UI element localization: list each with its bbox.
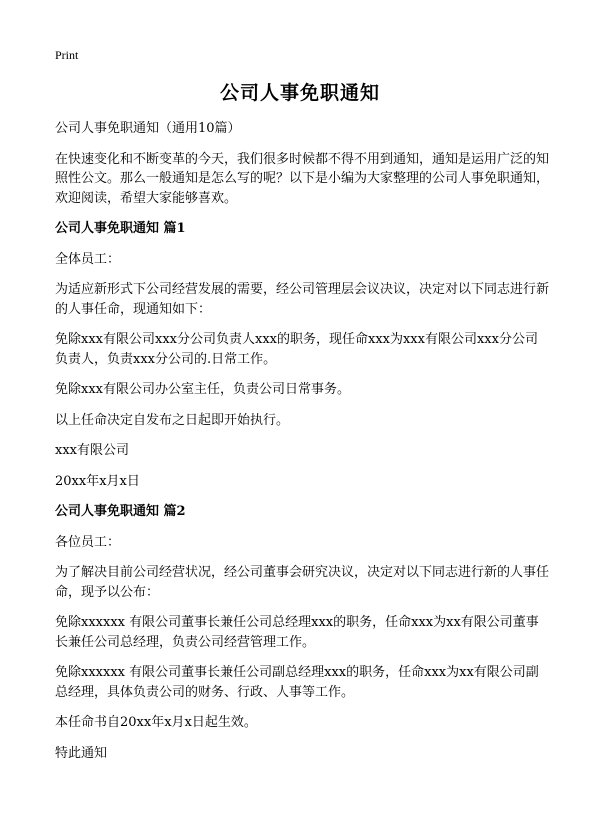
section1-paragraph: 免除xxx有限公司xxx分公司负责人xxx的职务，现任命xxx为xxx有限公司xxx分公司负责人，负责xxx分公司的.日常工作。 — [55, 332, 538, 367]
section-heading-2: 公司人事免职通知 篇2 — [55, 504, 186, 519]
section2-paragraph: 免除xxxxxx 有限公司董事长兼任公司副总经理xxx的职务，任命xxx为xx有限公司副总经理，具体负责公司的财务、行政、人事等工作。 — [55, 665, 539, 700]
section1-greeting: 全体员工： — [55, 251, 121, 267]
section1-paragraph: 为适应新形式下公司经营发展的需要，经公司管理层会议决议，决定对以下同志进行新的人事任命，现通知如下： — [55, 282, 550, 317]
section2-paragraph: 免除xxxxxx 有限公司董事长兼任公司总经理xxx的职务，任命xxx为xx有限公司董事长兼任公司总经理，负责公司经营管理工作。 — [55, 615, 539, 650]
section-heading-1: 公司人事免职通知 篇1 — [55, 221, 186, 236]
section2-closing: 特此通知 — [55, 745, 108, 761]
section1-date: 20xx年x月x日 — [55, 473, 140, 489]
section1-paragraph: 以上任命决定自发布之日起即开始执行。 — [55, 412, 290, 428]
section2-paragraph: 本任命书自20xx年x月x日起生效。 — [55, 715, 257, 730]
document-subtitle: 公司人事免职通知（通用10篇） — [55, 121, 241, 136]
section2-greeting: 各位员工： — [55, 534, 121, 550]
page-title: 公司人事免职通知 — [219, 82, 380, 104]
section1-paragraph: 免除xxx有限公司办公室主任，负责公司日常事务。 — [55, 382, 350, 397]
print-link[interactable]: Print — [55, 48, 79, 62]
section2-paragraph: 为了解决目前公司经营状况，经公司董事会研究决议，决定对以下同志进行新的人事任命，现予以公布： — [55, 565, 550, 600]
section1-signature: xxx有限公司 — [55, 443, 129, 458]
intro-paragraph: 在快速变化和不断变革的今天，我们很多时候都不得不用到通知，通知是运用广泛的知照性公文。那么一般通知是怎么写的呢？以下是小编为大家整理的公司人事免职通知，欢迎阅读，希望大家能够喜欢。 — [55, 151, 550, 206]
document-body — [55, 119, 550, 774]
